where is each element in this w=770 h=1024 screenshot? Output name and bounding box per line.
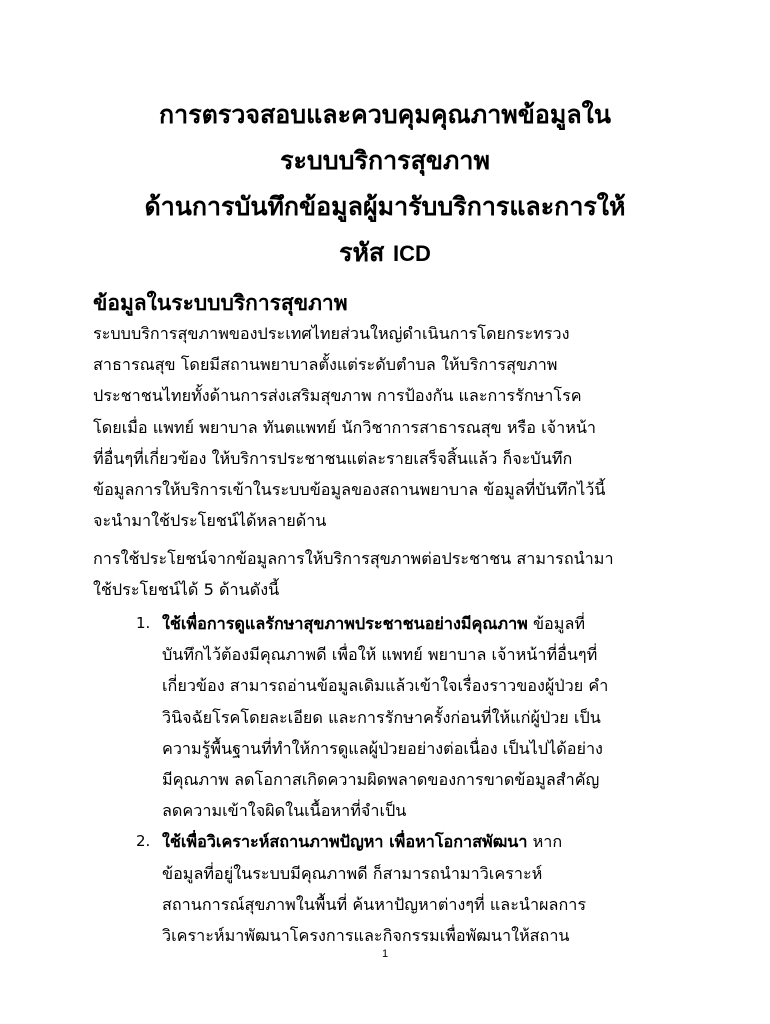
title-line-last	[80, 230, 690, 277]
numbered-list	[93, 608, 693, 951]
title-line: การตรวจสอบและควบคุมคุณภาพข้อมูลใน	[159, 100, 611, 129]
paragraph-line: ประชาชนไทยทั้งด้านการส่งเสริมสุขภาพ การป้องกัน และการรักษาโรค	[93, 386, 582, 406]
list-item	[93, 608, 693, 826]
paragraph-line: โดยเมื่อ แพทย์ พยาบาล ทันตแพทย์ นักวิชาการสาธารณสุข หรือ เจ้าหน้า	[93, 417, 597, 437]
title-line: ระบบบริการสุขภาพ	[280, 146, 490, 175]
paragraph-line: ที่อื่นๆที่เกี่ยวข้อง ให้บริการประชาชนแต่ละรายเสร็จสิ้นแล้ว ก็จะบันทึก	[93, 448, 573, 468]
list-item-text: หาก	[527, 832, 563, 852]
paragraph-line: ใช้ประโยชน์ได้ 5 ด้านดังนี้	[93, 580, 280, 600]
paragraph-line: การใช้ประโยชน์จากข้อมูลการให้บริการสุขภาพต่อประชาชน สามารถนำมา	[93, 549, 614, 568]
list-item	[93, 826, 693, 951]
list-line: เกี่ยวข้อง สามารถอ่านข้อมูลเดิมแล้วเข้าใจเรื่องราวของผู้ป่วย คำ	[162, 676, 609, 696]
list-line: ข้อมูลที่อยู่ในระบบมีคุณภาพดี ก็สามารถนำมาวิเคราะห์	[162, 863, 543, 883]
document-title	[80, 92, 690, 277]
list-line: วินิจฉัยโรคโดยละเอียด และการรักษาครั้งก่อนที่ให้แก่ผู้ป่วย เป็น	[162, 707, 601, 727]
list-line: ความรู้พื้นฐานที่ทำให้การดูแลผู้ป่วยอย่างต่อเนื่อง เป็นไปได้อย่าง	[162, 738, 603, 758]
paragraph-line: ข้อมูลการให้บริการเข้าในระบบข้อมูลของสถานพยาบาล ข้อมูลที่บันทึกไว้นี้	[93, 479, 606, 499]
list-line: วิเคราะห์มาพัฒนาโครงการและกิจกรรมเพื่อพัฒนาให้สถาน	[162, 925, 570, 945]
title-thai-part: รหัส	[339, 238, 393, 267]
list-number: 2.	[136, 832, 151, 851]
list-line	[162, 826, 693, 857]
section-heading: ข้อมูลในระบบบริการสุขภาพ	[93, 291, 348, 315]
list-number: 1.	[136, 614, 151, 632]
title-line: ด้านการบันทึกข้อมูลผู้มารับบริการและการให้	[144, 192, 626, 221]
list-line: บันทึกไว้ต้องมีคุณภาพดี เพื่อให้ แพทย์ พยาบาล เจ้าหน้าที่อื่นๆที่	[162, 645, 598, 665]
list-line	[162, 608, 693, 639]
paragraph-1	[93, 318, 693, 536]
list-line: มีคุณภาพ ลดโอกาสเกิดความผิดพลาดของการขาดข้อมูลสำคัญ	[162, 769, 600, 789]
paragraph-line: ระบบบริการสุขภาพของประเทศไทยส่วนใหญ่ดำเนินการโดยกระทรวง	[93, 324, 570, 343]
paragraph-line: จะนำมาใช้ประโยชน์ได้หลายด้าน	[93, 511, 327, 531]
list-line: สถานการณ์สุขภาพในพื้นที่ ค้นหาปัญหาต่างๆที่ และนำผลการ	[162, 894, 587, 914]
list-line: ลดความเข้าใจผิดในเนื้อหาที่จำเป็น	[162, 801, 407, 821]
paragraph-2	[93, 543, 693, 605]
page-number: 1	[381, 948, 389, 960]
title-code: ICD	[392, 241, 431, 266]
list-item-bold: ใช้เพื่อการดูแลรักษาสุขภาพประชาชนอย่างมีคุณภาพ	[162, 614, 528, 633]
paragraph-line: สาธารณสุข โดยมีสถานพยาบาลตั้งแต่ระดับตำบล ให้บริการสุขภาพ	[93, 355, 558, 375]
list-item-bold: ใช้เพื่อวิเคราะห์สถานภาพปัญหา เพื่อหาโอกาสพัฒนา	[162, 832, 528, 852]
list-item-text: ข้อมูลที่	[527, 614, 586, 633]
